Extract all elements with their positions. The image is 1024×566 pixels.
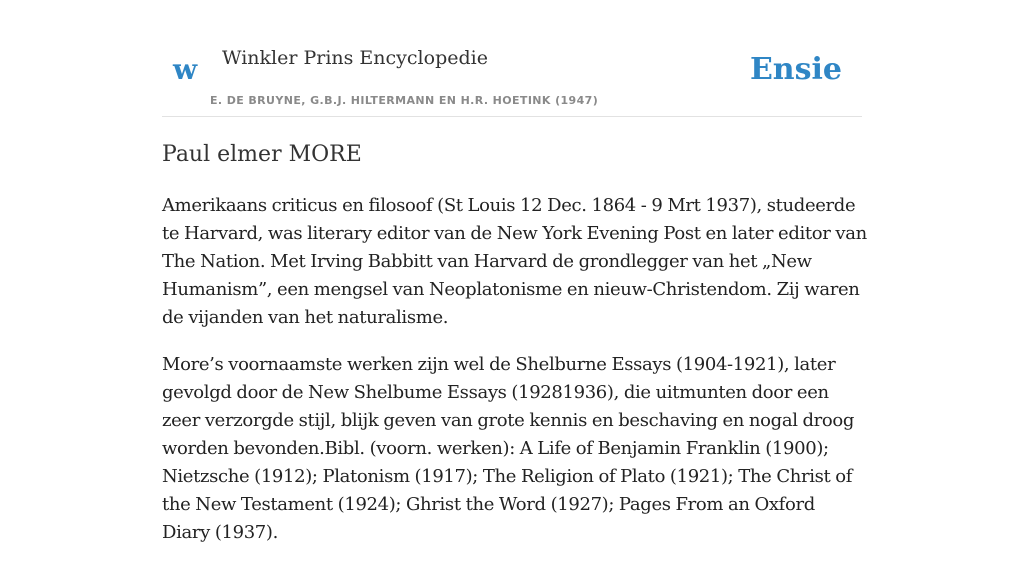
article-paragraph: More’s voornaamste werken zijn wel de Shelburne Essays (1904-1921), later gevolgd door de New Shelbume Essays (19281936), die uitmunten door een zeer verzorgde stijl, blijk geven van grote kennis en beschaving en nogal droog worden bevonden.Bibl. (voorn. werken): A Life of Benjamin Franklin (1900); Nietzsche (1912); Platonism (1917); The Religion of Plato (1921); The Christ of the New Testament (1924); Ghrist the Word (1927); Pages From an Oxford Diary (1937).	[162, 354, 855, 543]
book-title[interactable]: Winkler Prins Encyclopedie	[222, 47, 488, 69]
book-authors: E. DE BRUYNE, G.B.J. HILTERMANN EN H.R. HOETINK (1947)	[210, 94, 599, 107]
encyclopedia-logo[interactable]: w	[173, 53, 198, 86]
article-body	[162, 192, 867, 566]
ensie-brand-logo[interactable]: Ensie	[749, 52, 842, 87]
header	[162, 0, 862, 117]
article-title: Paul elmer MORE	[162, 142, 362, 167]
article-paragraph: Amerikaans criticus en filosoof (St Louis 12 Dec. 1864 - 9 Mrt 1937), studeerde te Harvard, was literary editor van de New York Evening Post en later editor van The Nation. Met Irving Babbitt van Harvard de grondlegger van het „New Humanism”, een mengsel van Neoplatonisme en nieuw-Christendom. Zij waren de vijanden van het naturalisme.	[162, 195, 867, 328]
